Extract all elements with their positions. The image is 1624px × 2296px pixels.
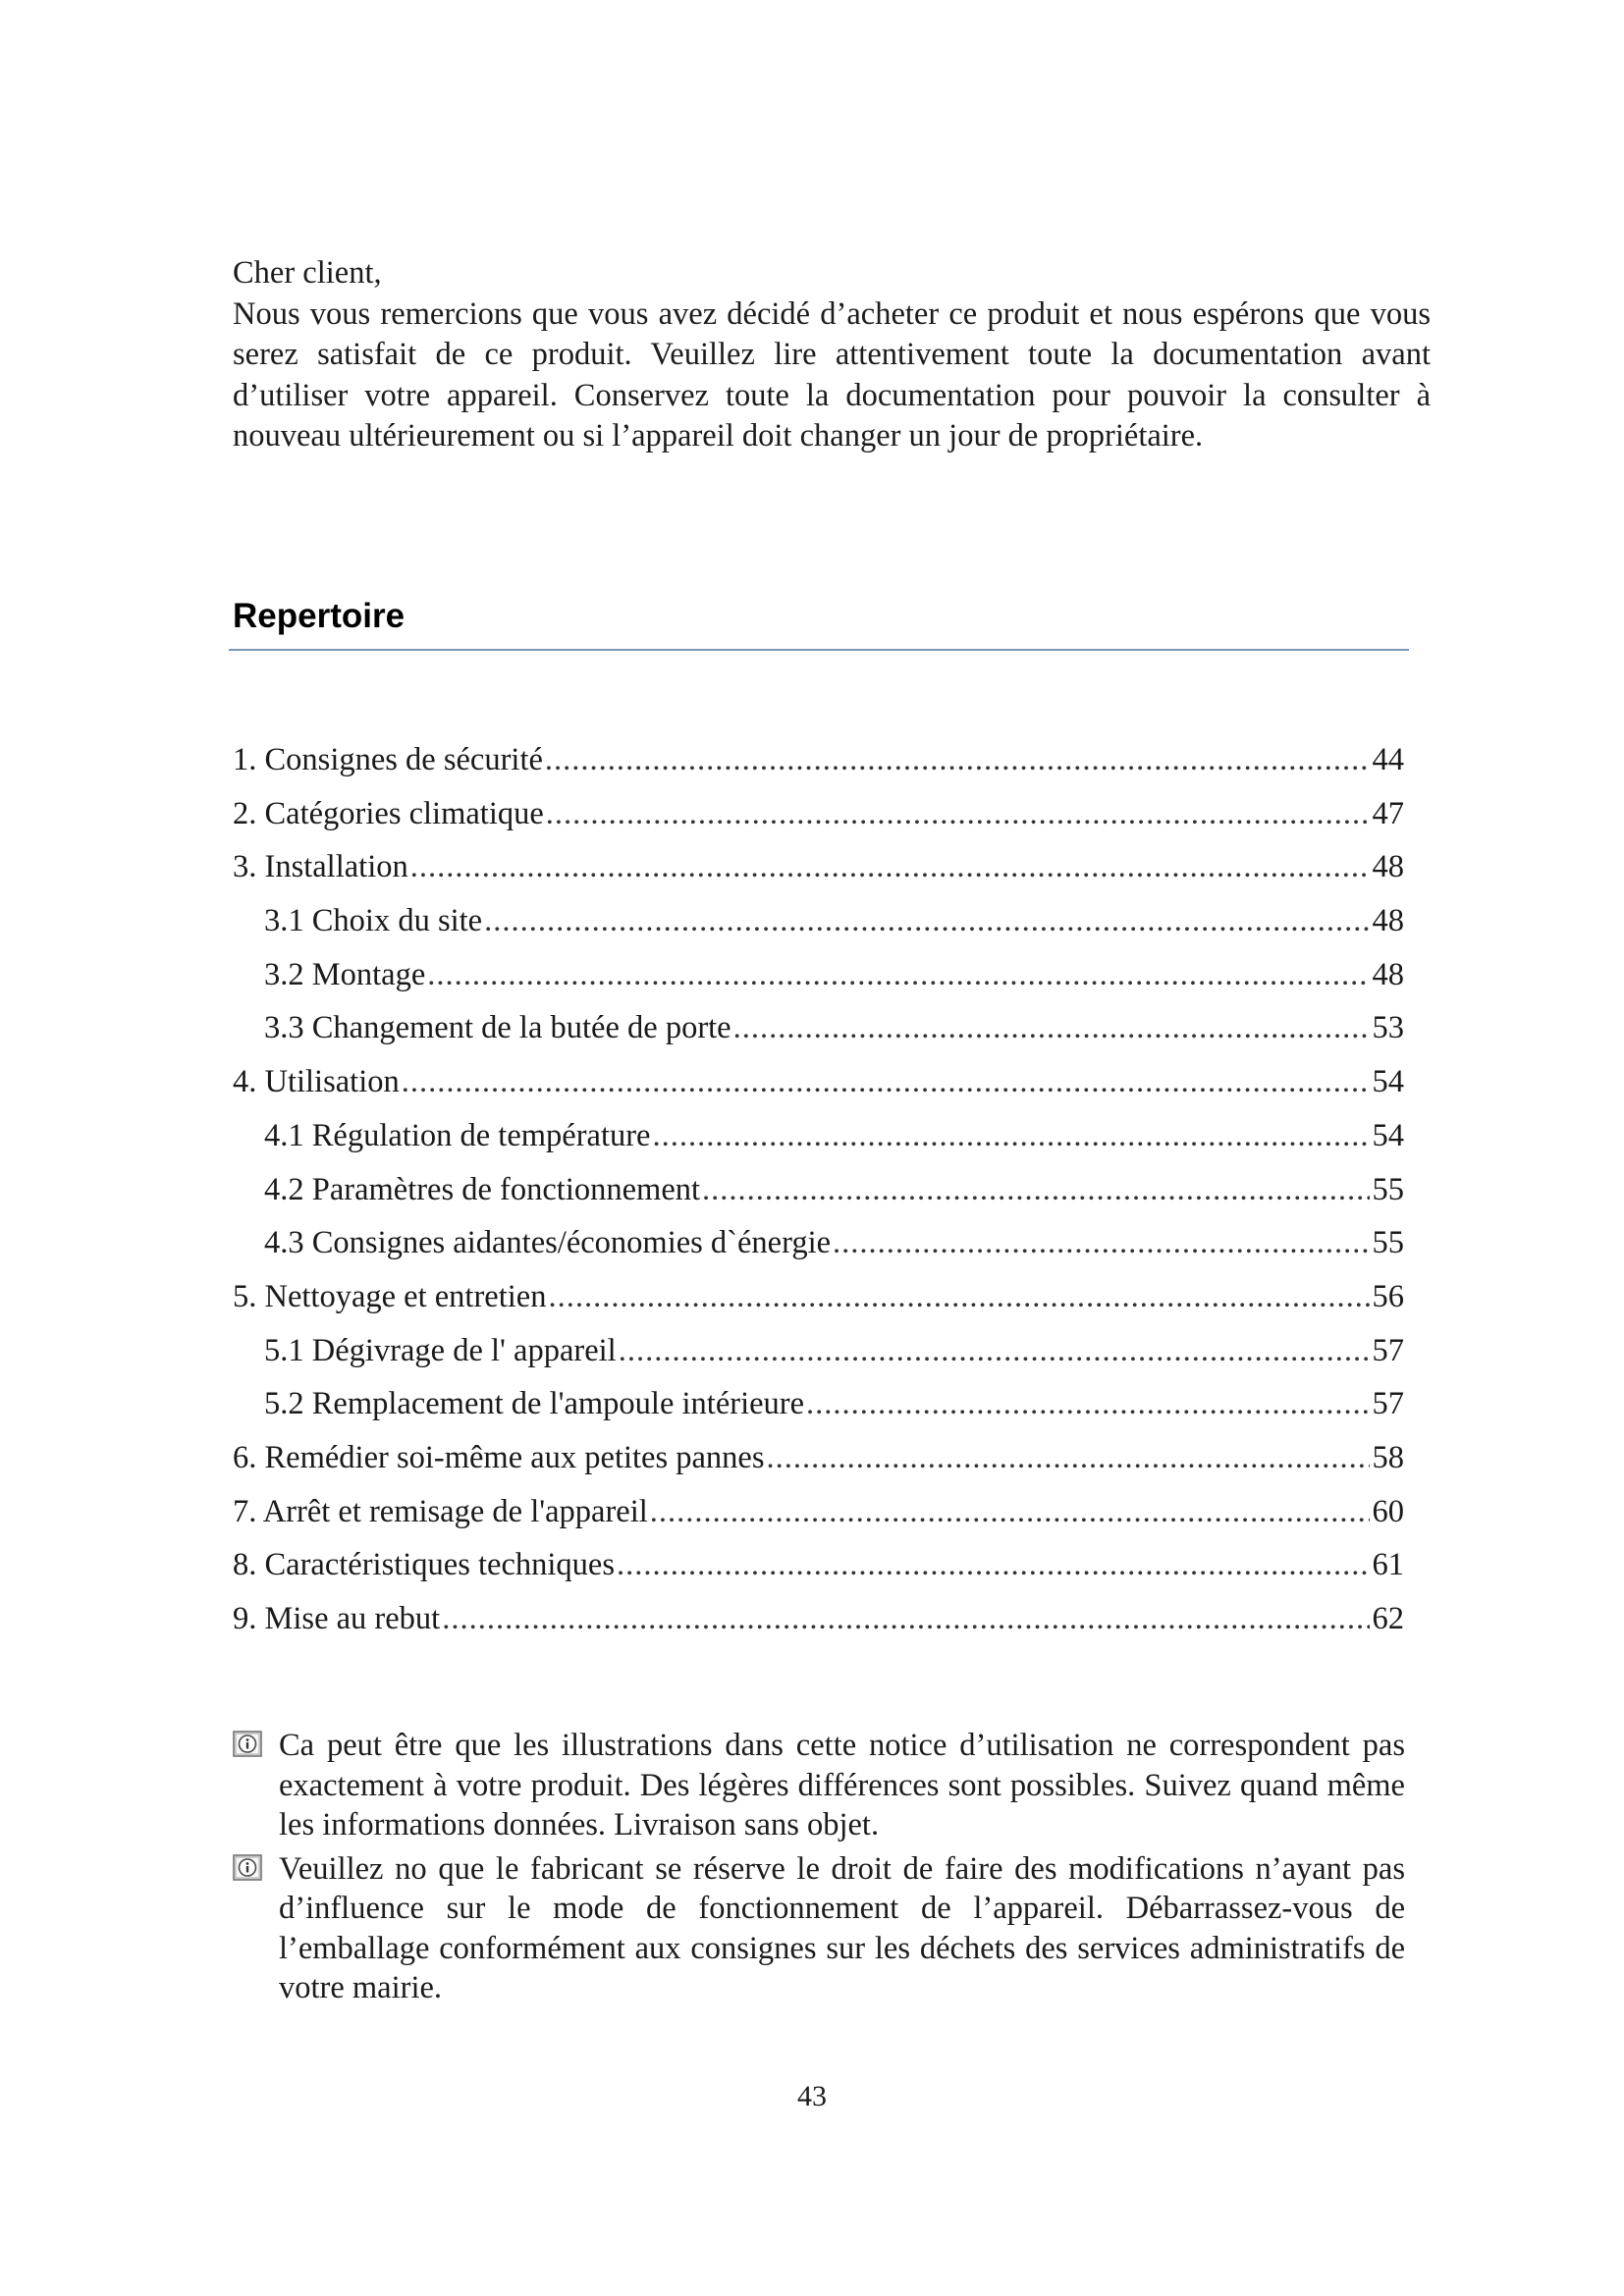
intro-paragraph: Nous vous remercions que vous avez décidé d’acheter ce produit et nous espérons que vous serez satisfait de ce produit. Veuillez lire attentivement toute la documentation avant d’utiliser votre appareil. Conservez toute la documentation pour pouvoir la consulter à nouveau ultérieurement ou si l’appareil doit changer un jour de propriétaire. bbox=[233, 295, 1431, 454]
toc-entry[interactable] bbox=[233, 1222, 1404, 1276]
toc-entry-label: 2. Catégories climatique bbox=[233, 795, 544, 831]
toc-entry-label: 9. Mise au rebut bbox=[233, 1601, 441, 1636]
toc-dot-leader bbox=[442, 1598, 1369, 1639]
toc-entry-page: 54 bbox=[1372, 1064, 1404, 1100]
page-number: 43 bbox=[797, 2080, 827, 2112]
toc-entry[interactable] bbox=[233, 1383, 1404, 1437]
toc-entry[interactable] bbox=[233, 1007, 1404, 1061]
toc-entry-label: 7. Arrêt et remisage de l'appareil bbox=[233, 1493, 648, 1529]
toc-entry-page: 60 bbox=[1372, 1493, 1404, 1529]
toc-entry[interactable] bbox=[233, 739, 1404, 793]
toc-entry-page: 62 bbox=[1372, 1601, 1404, 1636]
toc-entry-page: 57 bbox=[1372, 1386, 1404, 1422]
toc-entry-label: 4.2 Paramètres de fonctionnement bbox=[264, 1171, 701, 1207]
toc-entry-label: 3.3 Changement de la butée de porte bbox=[264, 1010, 731, 1046]
toc-dot-leader bbox=[617, 1544, 1370, 1585]
toc-entry-label: 5.1 Dégivrage de l' appareil bbox=[264, 1332, 617, 1368]
toc-entry-page: 54 bbox=[1372, 1117, 1404, 1153]
toc-entry[interactable] bbox=[233, 1169, 1404, 1223]
toc-entry-page: 48 bbox=[1372, 956, 1404, 992]
toc-dot-leader bbox=[546, 793, 1370, 834]
toc-dot-leader bbox=[427, 954, 1369, 995]
toc-entry-label: 3.1 Choix du site bbox=[264, 903, 483, 939]
toc-entry-label: 4.1 Régulation de température bbox=[264, 1117, 651, 1153]
toc-entry-page: 47 bbox=[1372, 795, 1404, 831]
toc-dot-leader bbox=[767, 1437, 1370, 1478]
toc-entry-label: 1. Consignes de sécurité bbox=[233, 742, 543, 777]
toc-entry[interactable] bbox=[233, 900, 1404, 954]
info-note bbox=[233, 1849, 1405, 2008]
toc-dot-leader bbox=[410, 846, 1370, 887]
toc-entry-page: 55 bbox=[1372, 1225, 1404, 1261]
toc-dot-leader bbox=[806, 1383, 1369, 1424]
toc-entry-page: 44 bbox=[1372, 742, 1404, 777]
toc-entry[interactable] bbox=[233, 1598, 1404, 1652]
info-note-text: Veuillez no que le fabricant se réserve le droit de faire des modifications n’ayant pas d’influence sur le mode de fonctionnement de l’appareil. Débarrassez-vous de l’emballage conformément aux consignes sur les déchets des services administratifs de votre mairie. bbox=[279, 1850, 1405, 2005]
toc-entry-label: 5. Nettoyage et entretien bbox=[233, 1278, 547, 1314]
toc-entry-page: 61 bbox=[1372, 1547, 1404, 1583]
toc-entry[interactable] bbox=[233, 793, 1404, 847]
info-note bbox=[233, 1726, 1405, 1845]
table-of-contents bbox=[233, 739, 1404, 1652]
toc-dot-leader bbox=[733, 1007, 1370, 1048]
toc-entry[interactable] bbox=[233, 1491, 1404, 1545]
toc-entry[interactable] bbox=[233, 1330, 1404, 1384]
heading-underline bbox=[229, 649, 1409, 651]
toc-entry-page: 56 bbox=[1372, 1278, 1404, 1314]
toc-dot-leader bbox=[619, 1330, 1370, 1371]
toc-entry-page: 53 bbox=[1372, 1010, 1404, 1046]
toc-entry-label: 5.2 Remplacement de l'ampoule intérieure bbox=[264, 1386, 805, 1422]
toc-entry-page: 48 bbox=[1372, 903, 1404, 939]
toc-entry[interactable] bbox=[233, 1544, 1404, 1598]
toc-entry[interactable] bbox=[233, 1061, 1404, 1115]
toc-entry-label: 4. Utilisation bbox=[233, 1064, 400, 1100]
toc-entry-label: 4.3 Consignes aidantes/économies d`énergie bbox=[264, 1225, 832, 1261]
toc-entry-page: 58 bbox=[1372, 1439, 1404, 1475]
toc-dot-leader bbox=[402, 1061, 1370, 1102]
toc-dot-leader bbox=[833, 1222, 1369, 1263]
toc-dot-leader bbox=[702, 1169, 1369, 1210]
greeting: Cher client, bbox=[233, 255, 382, 291]
info-icon bbox=[233, 1854, 262, 1881]
toc-dot-leader bbox=[484, 900, 1369, 941]
toc-dot-leader bbox=[652, 1115, 1369, 1156]
toc-entry-page: 55 bbox=[1372, 1171, 1404, 1207]
notes-block bbox=[233, 1726, 1405, 2012]
toc-entry-label: 6. Remédier soi-même aux petites pannes bbox=[233, 1439, 765, 1475]
intro-block bbox=[233, 253, 1431, 457]
toc-dot-leader bbox=[545, 739, 1370, 780]
toc-entry[interactable] bbox=[233, 1276, 1404, 1330]
toc-entry[interactable] bbox=[233, 1437, 1404, 1491]
toc-entry-label: 3. Installation bbox=[233, 849, 408, 885]
section-heading: Repertoire bbox=[233, 597, 406, 635]
toc-dot-leader bbox=[548, 1276, 1369, 1317]
toc-entry-page: 48 bbox=[1372, 849, 1404, 885]
toc-entry-page: 57 bbox=[1372, 1332, 1404, 1368]
toc-entry-label: 8. Caractéristiques techniques bbox=[233, 1547, 615, 1583]
toc-entry[interactable] bbox=[233, 954, 1404, 1008]
info-icon bbox=[233, 1731, 262, 1757]
toc-entry-label: 3.2 Montage bbox=[264, 956, 426, 992]
toc-dot-leader bbox=[650, 1491, 1370, 1532]
toc-entry[interactable] bbox=[233, 846, 1404, 900]
info-note-text: Ca peut être que les illustrations dans cette notice d’utilisation ne correspondent pas exactement à votre produit. Des légères différences sont possibles. Suivez quand même les informations données. Livraison sans objet. bbox=[279, 1728, 1405, 1842]
toc-entry[interactable] bbox=[233, 1115, 1404, 1169]
